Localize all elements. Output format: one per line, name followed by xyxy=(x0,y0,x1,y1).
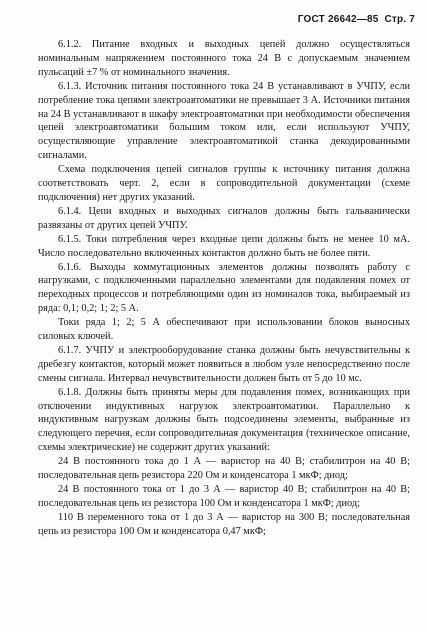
list-item-24v-to-1a: 24 В постоянного тока до 1 А — варистор на 40 В; стабилитрон на 40 В; последовательная цепь резистора 220 Ом и конденсатора 1 мкФ; диод; xyxy=(38,456,410,482)
standard-number: ГОСТ 26642—85 xyxy=(297,14,379,25)
paragraph-current-series: Токи ряда 1; 2; 5 А обеспечивают при использовании блоков выносных силовых ключей. xyxy=(38,317,410,343)
page-header xyxy=(298,14,415,25)
paragraph-6-1-3: 6.1.3. Источник питания постоянного тока 24 В устанавливают в УЧПУ, если потребление тока цепями электроавтоматики не превышает 3 А. Источники питания на 24 В устанавливают в шкафу электроавтоматики при необходимости обеспечения цепей электроавтоматики большим током или, если используют УЧПУ, осуществляющие управление электроавтоматикой станка декодированными сигналами. xyxy=(38,80,410,162)
paragraph-connection-scheme: Схема подключения цепей сигналов группы к источнику питания должна соответствовать черт. 2, если в сопроводительной документации (схеме подключения) нет других указаний. xyxy=(38,164,410,203)
paragraph-6-1-8: 6.1.8. Должны быть приняты меры для подавления помех, возникающих при отключении индуктивных нагрузок электроавтоматики. Параллельно к индуктивным нагрузкам должны быть подсоединены элементы, выбранные из следующего перечня, если сопроводительная документация (техническое описание, схемы электрические) не содержит других указаний: xyxy=(38,386,410,454)
paragraph-6-1-6: 6.1.6. Выходы коммутационных элементов должны позволять работу с нагрузками, с подключенными параллельно элементами для подавления помех от переходных процессов и потребляющими один из номиналов тока, выбираемый из ряда: 0,1; 0,2; 1; 2; 5 А. xyxy=(38,261,410,315)
page-number: Стр. 7 xyxy=(384,14,415,25)
paragraph-6-1-2: 6.1.2. Питание входных и выходных цепей должно осуществляться номинальным напряжением постоянного тока 24 В с допускаемым значением пульсаций ±7 % от номинального значения. xyxy=(38,39,410,78)
paragraph-6-1-7: 6.1.7. УЧПУ и электрооборудование станка должны быть нечувствительны к дребезгу контактов, который может появиться в любом узле непосредственно после смены сигнала. Интервал нечувствительности должен быть от 5 до 10 мс. xyxy=(38,344,410,384)
list-item-24v-1-to-3a: 24 В постоянного тока от 1 до 3 А — варистор 40 В; стабилитрон на 40 В; последовательная цепь из резистора 100 Ом и конденсатора 1 мкФ; диод; xyxy=(38,484,410,509)
paragraph-6-1-4: 6.1.4. Цепи входных и выходных сигналов должны быть гальванически развязаны от других цепей УЧПУ. xyxy=(38,205,410,231)
body-text xyxy=(38,38,410,539)
list-item-110v-ac: 110 В переменного тока от 1 до 3 А — варистор на 300 В; последовательная цепь из резистора 100 Ом и конденсатора 0,47 мкФ; xyxy=(38,511,410,537)
paragraph-6-1-5: 6.1.5. Токи потребления через входные цепи должны быть не менее 10 мА. Число последовательно включенных контактов должно быть не более пяти. xyxy=(38,233,410,259)
